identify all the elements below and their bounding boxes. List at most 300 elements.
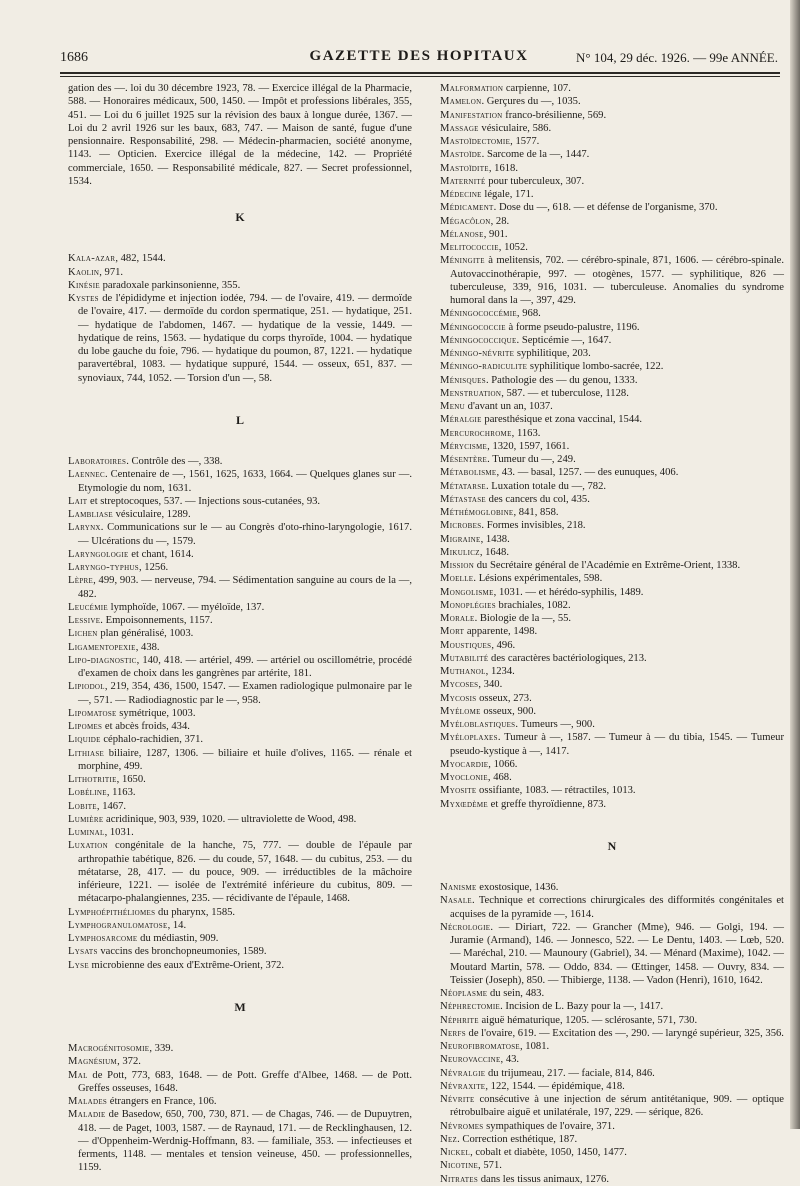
index-entry — [440, 427, 784, 440]
entry-headword: Lambliase — [68, 509, 113, 520]
entry-text: , 1650. — [116, 774, 146, 785]
index-entry — [440, 374, 784, 387]
entry-text: brachiales, 1082. — [495, 599, 571, 611]
index-entry — [68, 906, 412, 919]
entry-text: vésiculaire, 1289. — [112, 509, 191, 520]
entry-headword: Leucémie — [68, 601, 108, 613]
entry-text: pour tuberculeux, 307. — [485, 175, 585, 187]
entry-text: ossifiante, 1083. — rétractiles, 1013. — [476, 785, 636, 797]
index-entry — [68, 1069, 412, 1096]
entry-text: . — Diriart, 722. — Grancher (Mme), 946. — Golgi, 194. — Juramie (Armand), 146. — Jonnesco, 522. — Le Dentu, 1403. — Lœb, 520. — Maréchal, 210. — Maunoury (Gabriel), 34. — Ménard (Maxime), 1042. — Moutard Martin, 578. — Oddo, 834. — Œttinger, 1458. — Ouvry, 834. — Teissier (Joseph), 850. — Thibierge, 1138. — Vadon (Henri), 1610, 1642. — [450, 921, 784, 986]
index-entry — [440, 334, 784, 347]
index-entry — [440, 480, 784, 493]
entry-headword: Lipo-diagnostic — [68, 654, 137, 666]
entry-headword: Kinésie — [68, 279, 100, 291]
index-entry — [440, 758, 784, 771]
index-entry — [440, 678, 784, 691]
entry-text: du pharynx, 1585. — [155, 906, 236, 918]
entry-headword: Kystes — [68, 293, 99, 304]
entry-text: microbienne des eaux d'Extrême-Orient, 372. — [88, 959, 285, 971]
entry-text: , 496. — [491, 639, 516, 651]
entry-headword: Mongolisme — [440, 586, 494, 598]
entry-text: , 482, 1544. — [115, 253, 166, 265]
continuation-paragraph: gation des —. loi du 30 décembre 1923, 78. — Exercice illégal de la Pharmacie, 588. — Honoraires médicaux, 500, 1450. — Impôt et professions libérales, 355, 451. — Loi du 6 juillet 1925 sur la révision des baux à longue durée, 1367. — Loi du 2 avril 1926 sur les baux, 683, 747. — Maison de santé, fugue d'une pensionnaire. Responsabilité, 298. — Médecin-pharmacien, société anonyme, 1143. — Opticien. Exercice illégal de la médecine, 142. — Propriété commerciale, 1650. — Responsabilité médicale, 827. — Secret professionnel, 1534. — [68, 83, 412, 187]
index-entry — [440, 705, 784, 718]
entry-text: , 971. — [99, 266, 124, 278]
index-entry — [440, 215, 784, 228]
index-entry — [68, 548, 412, 561]
entry-headword: Menu — [440, 401, 466, 412]
entry-text: . Incision de L. Bazy pour la —, 1417. — [500, 1001, 664, 1013]
entry-text: dans les tissus animaux, 1276. — [478, 1173, 610, 1185]
entry-headword: Nitrates — [440, 1173, 479, 1185]
entry-headword: Lobéline — [68, 787, 107, 799]
entry-headword: Lipomes — [68, 721, 103, 732]
entry-text: . Lésions expérimentales, 598. — [473, 573, 603, 585]
entry-text: de Basedow, 650, 700, 730, 871. — de Chagas, 746. — de Dupuytren, 418. — de Paget, 1003, 1587. — de Raynaud, 171. — de Recklinghausen, 12. — d'Oppenheim-Werdnig-Hoffmann, 83. — familiale, 353. — infectieuses et ferments, 1148. — mentales et tension veineuse, 450. — professionnelles, 1159. — [78, 1109, 412, 1174]
entry-headword: Mamelon — [440, 96, 482, 108]
index-entry — [440, 894, 784, 921]
index-entry — [68, 720, 412, 733]
entry-headword: Luxation — [68, 840, 108, 852]
index-entry — [440, 188, 784, 201]
entry-text: osseux, 273. — [476, 692, 532, 704]
entry-headword: Lobite — [68, 800, 97, 812]
entry-headword: Médicament — [440, 202, 494, 214]
entry-text: . Septicémie —, 1647. — [516, 334, 612, 346]
entry-headword: Néoplasme — [440, 988, 488, 999]
entry-text: , 571. — [478, 1160, 502, 1172]
entry-headword: Maladie — [68, 1109, 106, 1121]
entry-text: paresthésique et zona vaccinal, 1544. — [481, 414, 643, 426]
index-list-m — [68, 1042, 412, 1175]
entry-headword: Lait — [68, 495, 88, 507]
entry-headword: Kala-azar — [68, 253, 116, 265]
index-entry — [440, 1014, 784, 1027]
entry-headword: Mégacôlon — [440, 215, 491, 227]
entry-text: . Contrôle des —, 338. — [126, 456, 223, 467]
entry-headword: Laryngo-typhus — [68, 562, 139, 573]
index-entry — [68, 707, 412, 720]
entry-text: aiguë hématurique, 1205. — sclérosante, 571, 730. — [478, 1014, 698, 1026]
index-entry — [440, 1053, 784, 1066]
entry-headword: Mélanose — [440, 228, 484, 240]
index-entry — [68, 641, 412, 654]
entry-headword: Névralgie — [440, 1067, 486, 1079]
entry-headword: Neurovaccine — [440, 1054, 501, 1066]
entry-headword: Luminal — [68, 827, 105, 838]
entry-headword: Mikulicz — [440, 546, 480, 558]
entry-headword: Myxœdème — [440, 798, 488, 810]
entry-headword: Microbes — [440, 520, 482, 532]
entry-text: . Communications sur le — au Congrès d'oto-rhino-laryngologie, 1617. — Ulcérations du —, 1579. — [78, 522, 412, 547]
index-entry — [440, 1173, 784, 1186]
entry-headword: Laryngologie — [68, 548, 129, 560]
index-list-l — [68, 455, 412, 972]
entry-headword: Nécrologie — [440, 921, 491, 933]
entry-text: de l'ovaire, 619. — Excitation des —, 290. — laryngé supérieur, 325, 356. — [465, 1027, 784, 1039]
index-entry — [440, 599, 784, 612]
entry-text: , 122, 1544. — épidémique, 418. — [485, 1080, 625, 1092]
index-entry — [440, 109, 784, 122]
entry-headword: Ménisques — [440, 374, 486, 386]
index-entry — [440, 572, 784, 585]
entry-headword: Myéloplaxes — [440, 732, 498, 744]
index-entry — [68, 627, 412, 640]
entry-text: congénitale de la hanche, 75, 777. — double de l'épaule par arthropathie tabétique, 826. — du coude, 57, 1648. — du cubitus, 253. — du métatarse, 28, 417. — du pouce, 909. — irréductibles de la mâchoire inférieure, 1221. — isolée de l'extrémité inférieure du cubitus, 809. — métacarpo-phalangiennes, 235. — récidivante de l'épaule, 1468. — [78, 840, 412, 905]
entry-headword: Liquide — [68, 734, 101, 746]
index-entry — [68, 292, 412, 385]
entry-headword: Mycosis — [440, 692, 477, 704]
entry-text: , 841, 858. — [513, 507, 559, 518]
index-entry — [440, 1093, 784, 1120]
entry-text: , 1618. — [488, 162, 518, 174]
entry-text: légale, 171. — [481, 189, 534, 200]
entry-headword: Mutabilité — [440, 652, 489, 664]
index-entry — [68, 1108, 412, 1174]
entry-headword: Nez — [440, 1133, 458, 1145]
entry-text: . Sarcome de la —, 1447. — [481, 149, 590, 161]
entry-headword: Métabolisme — [440, 467, 497, 479]
index-entry — [68, 919, 412, 932]
entry-headword: Névrite — [440, 1094, 475, 1105]
entry-headword: Myoclonie — [440, 772, 488, 783]
entry-headword: Mercurochrome — [440, 427, 512, 439]
entry-headword: Muthanol — [440, 666, 486, 677]
entry-headword: Lymphogranulomatose — [68, 919, 168, 931]
index-entry — [440, 122, 784, 135]
index-entry — [68, 1055, 412, 1068]
entry-headword: Monoplégies — [440, 599, 496, 611]
entry-text: acridinique, 903, 939, 1020. — ultraviolette de Wood, 498. — [103, 813, 357, 825]
entry-headword: Mission — [440, 560, 475, 571]
index-entry — [440, 135, 784, 148]
entry-text: , 1256. — [139, 562, 169, 573]
entry-text: , 1066. — [488, 758, 518, 770]
index-entry — [68, 455, 412, 468]
entry-text: , 28. — [490, 215, 510, 227]
entry-headword: Magnésium — [68, 1056, 118, 1068]
index-entry — [68, 733, 412, 746]
entry-text: . Empoisonnements, 1157. — [100, 615, 213, 626]
entry-headword: Métatarse — [440, 480, 486, 492]
right-column — [440, 82, 784, 1186]
section-letter-n: N — [607, 838, 617, 853]
entry-headword: Moustiques — [440, 639, 492, 651]
entry-text: céphalo-rachidien, 371. — [100, 734, 204, 746]
entry-headword: Lipomatose — [68, 707, 117, 719]
entry-headword: Mastoïde — [440, 149, 482, 161]
entry-text: osseux, 900. — [480, 705, 537, 717]
index-entry — [440, 1000, 784, 1013]
entry-headword: Médecine — [440, 189, 482, 200]
index-entry — [68, 1095, 412, 1108]
entry-text: , 1163. — [106, 787, 136, 799]
entry-headword: Méthémoglobine — [440, 507, 514, 518]
index-list-m-continued — [440, 82, 784, 811]
entry-headword: Lipiodol — [68, 681, 105, 693]
index-entry — [440, 82, 784, 95]
entry-text: . Technique et corrections chirurgicales des difformités congénitales et acquises de la pyramide —, 1614. — [450, 895, 784, 920]
entry-headword: Mésentère — [440, 454, 488, 465]
index-entry — [68, 800, 412, 813]
index-entry — [440, 440, 784, 453]
index-entry — [440, 771, 784, 784]
entry-headword: Ligamentopexie — [68, 641, 136, 653]
entry-headword: Nasale — [440, 895, 473, 907]
index-entry — [440, 1159, 784, 1172]
entry-text: à melitensis, 702. — cérébro-spinale, 871, 1606. — cérébro-spinale. Autovaccinothérapie, 997. — otogènes, 1577. — syphilitique, 826 — tuberculeuse, 339, 916, 1031. — tuberculeuse. Anomalies du syndrome humoral dans la —, 397, 429. — [450, 255, 784, 306]
entry-text: vaccins des bronchopneumonies, 1589. — [97, 946, 267, 958]
entry-text: . Tumeur du —, 249. — [487, 454, 576, 465]
index-entry — [68, 601, 412, 614]
entry-text: , 1081. — [520, 1041, 550, 1052]
entry-text: , 1577. — [510, 136, 540, 147]
entry-headword: Morale — [440, 613, 475, 624]
index-entry — [440, 546, 784, 559]
entry-text: . Tumeurs —, 900. — [515, 719, 595, 730]
entry-headword: Nicotine — [440, 1160, 479, 1172]
entry-text: et streptocoques, 537. — Injections sous-cutanées, 93. — [87, 495, 321, 507]
entry-headword: Nanisme — [440, 882, 477, 893]
index-entry — [440, 586, 784, 599]
index-entry — [440, 321, 784, 334]
index-entry — [440, 413, 784, 426]
entry-text: sympathiques de l'ovaire, 371. — [483, 1120, 615, 1132]
entry-text: , 340. — [478, 679, 503, 691]
entry-headword: Lessive — [68, 615, 101, 626]
entry-text: , 1163. — [511, 427, 541, 439]
entry-text: du Secrétaire général de l'Académie en Extrême-Orient, 1338. — [474, 560, 741, 571]
index-entry — [68, 495, 412, 508]
entry-headword: Moelle — [440, 573, 474, 585]
index-entry — [440, 506, 784, 519]
entry-text: des caractères bactériologiques, 213. — [488, 652, 647, 664]
header-rule — [60, 72, 780, 74]
entry-text: , 43. — basal, 1257. — des eunuques, 406. — [496, 467, 679, 479]
entry-headword: Lymphosarcome — [68, 933, 138, 944]
index-entry — [68, 680, 412, 707]
index-entry — [68, 252, 412, 265]
index-entry — [68, 932, 412, 945]
index-entry — [68, 747, 412, 774]
index-entry — [440, 692, 784, 705]
index-entry — [68, 521, 412, 548]
index-entry — [440, 400, 784, 413]
entry-headword: Méningite — [440, 255, 485, 267]
index-entry — [440, 731, 784, 758]
entry-text: paradoxale parkinsonienne, 355. — [99, 279, 241, 291]
entry-headword: Méningo-radiculite — [440, 361, 528, 373]
entry-text: apparente, 1498. — [464, 626, 538, 638]
index-entry — [440, 1120, 784, 1133]
index-entry — [68, 266, 412, 279]
index-entry — [440, 148, 784, 161]
entry-text: , 1648. — [479, 546, 509, 558]
entry-text: , 1052. — [498, 242, 528, 253]
entry-headword: Mycoses — [440, 679, 479, 691]
index-entry — [440, 1067, 784, 1080]
entry-headword: Myélome — [440, 705, 481, 717]
entry-headword: Lymphoépithéliomes — [68, 906, 156, 918]
entry-text: syphilitique lombo-sacrée, 122. — [527, 361, 664, 373]
entry-headword: Nickel — [440, 1147, 471, 1158]
entry-headword: Méningococcie — [440, 321, 506, 333]
index-entry — [440, 95, 784, 108]
entry-headword: Laboratoires — [68, 456, 127, 467]
entry-headword: Kaolin — [68, 266, 100, 278]
entry-headword: Malformation — [440, 83, 504, 94]
index-entry — [440, 360, 784, 373]
entry-text: exostosique, 1436. — [476, 882, 559, 893]
index-entry — [440, 1027, 784, 1040]
journal-title: GAZETTE DES HOPITAUX — [309, 48, 529, 64]
entry-text: , 1234. — [485, 666, 515, 677]
index-entry — [440, 612, 784, 625]
entry-headword: Lithiase — [68, 747, 105, 759]
entry-text: . Correction esthétique, 187. — [457, 1133, 578, 1145]
entry-text: symétrique, 1003. — [116, 707, 196, 719]
entry-headword: Neurofibromatose — [440, 1041, 520, 1052]
entry-headword: Néphrite — [440, 1014, 479, 1026]
entry-text: , 372. — [117, 1056, 141, 1068]
entry-headword: Myosite — [440, 785, 477, 797]
entry-text: , 468. — [487, 772, 512, 783]
entry-text: . Centenaire de —, 1561, 1625, 1633, 1664. — Quelques glanes sur —. Etymologie du nom, 1631. — [78, 469, 412, 494]
entry-headword: Méralgie — [440, 414, 482, 426]
entry-headword: Myocardie — [440, 758, 489, 770]
issue-info: N° 104, 29 déc. 1926. — 99e ANNÉE. — [576, 50, 778, 65]
index-entry — [440, 466, 784, 479]
entry-headword: Myéloblastiques — [440, 719, 516, 730]
index-entry — [440, 987, 784, 1000]
entry-headword: Méningo-névrite — [440, 348, 515, 359]
entry-text: , cobalt et diabète, 1050, 1450, 1477. — [470, 1147, 627, 1158]
entry-headword: Maternité — [440, 175, 486, 187]
index-entry — [68, 813, 412, 826]
entry-text: de Pott, 773, 683, 1648. — de Pott. Greffe d'Albee, 1468. — de Pott. Greffes osseuses, 1648. — [78, 1069, 412, 1094]
index-entry — [440, 241, 784, 254]
entry-headword: Lumière — [68, 813, 104, 825]
entry-headword: Mastoïdite — [440, 162, 489, 174]
index-entry — [440, 784, 784, 797]
entry-text: du sein, 483. — [487, 988, 545, 999]
index-entry — [440, 228, 784, 241]
index-entry — [68, 786, 412, 799]
index-entry — [440, 175, 784, 188]
entry-text: , 219, 354, 436, 1500, 1547. — Examen radiologique pulmonaire par le —, 571. — Radiodiagnostic par le —, 958. — [78, 681, 412, 706]
entry-headword: Lysats — [68, 946, 98, 958]
index-entry — [440, 665, 784, 678]
entry-headword: Méningococcique — [440, 334, 517, 346]
entry-text: , 43. — [500, 1054, 520, 1066]
entry-headword: Néphrectomie — [440, 1001, 501, 1013]
entry-text: franco-brésilienne, 569. — [502, 109, 607, 121]
entry-text: d'avant un an, 1037. — [465, 401, 553, 412]
entry-headword: Macrogénitosomie — [68, 1043, 150, 1054]
entry-text: . Pathologie des — du genou, 1333. — [485, 374, 638, 386]
entry-headword: Menstruation — [440, 387, 502, 399]
index-entry — [68, 279, 412, 292]
entry-text: , 438. — [135, 641, 160, 653]
index-entry — [440, 453, 784, 466]
entry-text: de l'épididyme et injection iodée, 794. — de l'ovaire, 419. — dermoïde de l'ovaire, 417. — dermoïde du cordon spermatique, 251. — hydatique, 251. — hydatique de l'abdomen, 1467. — hydatique de la vessie, 1449. — hydatique de reins, 1563. — hydatique du corps thyroïde, 1004. — hydatique du lobe gauche du foie, 796. — hydatique du poumon, 87, 1221. — hydatique paravertébral, 1083. — hydatique suppuré, 1544. — osseux, 651, 837. — synoviaux, 744, 1052. — Torsion d'un —, 58. — [78, 293, 412, 384]
index-entry — [440, 1040, 784, 1053]
section-letter-m: M — [234, 999, 246, 1014]
entry-text: biliaire, 1287, 1306. — biliaire et huile d'olives, 1165. — rénale et morphine, 499. — [78, 747, 412, 772]
entry-text: , 339. — [149, 1043, 174, 1054]
entry-text: carpienne, 107. — [503, 83, 571, 94]
index-entry — [440, 718, 784, 731]
index-entry — [440, 1133, 784, 1146]
index-entry — [440, 519, 784, 532]
entry-text: plan généralisé, 1003. — [97, 628, 194, 640]
entry-headword: Melitococcie — [440, 242, 499, 253]
entry-text: . Luxation totale du —, 782. — [486, 480, 607, 492]
entry-text: . Biologie de la —, 55. — [474, 613, 572, 624]
entry-headword: Larynx — [68, 522, 101, 534]
entry-headword: Mort — [440, 626, 465, 638]
entry-headword: Mérycisme — [440, 440, 488, 452]
entry-text: . Dose du —, 618. — et défense de l'organisme, 370. — [493, 202, 718, 214]
index-entry — [440, 559, 784, 572]
entry-headword: Névraxite — [440, 1080, 486, 1092]
entry-headword: Névromes — [440, 1120, 484, 1132]
entry-headword: Mal — [68, 1069, 88, 1081]
index-entry — [68, 654, 412, 681]
entry-text: , 587. — et tuberculose, 1128. — [501, 387, 629, 399]
index-list-k — [68, 252, 412, 385]
entry-headword: Méningococcémie — [440, 308, 517, 320]
entry-text: . Formes invisibles, 218. — [481, 520, 586, 532]
index-list-n — [440, 881, 784, 1186]
entry-text: , 1320, 1597, 1661. — [487, 440, 570, 452]
index-entry — [68, 574, 412, 601]
index-entry — [440, 1146, 784, 1159]
index-entry — [440, 254, 784, 307]
index-entry — [68, 773, 412, 786]
index-entry — [440, 881, 784, 894]
index-entry — [440, 387, 784, 400]
entry-text: syphilitique, 203. — [514, 348, 591, 359]
section-letter-l: L — [235, 412, 244, 427]
entry-headword: Métastase — [440, 493, 486, 505]
index-entry — [440, 307, 784, 320]
entry-text: , 1031. — [104, 827, 134, 838]
entry-text: à forme pseudo-palustre, 1196. — [505, 321, 640, 333]
entry-text: du trijumeau, 217. — faciale, 814, 846. — [485, 1067, 655, 1079]
entry-text: , 499, 903. — nerveuse, 794. — Sédimentation sanguine au cours de la —, 482. — [78, 575, 412, 600]
index-entry — [68, 614, 412, 627]
index-entry — [440, 493, 784, 506]
section-letter-k: K — [235, 210, 245, 224]
page-number: 1686 — [60, 50, 88, 65]
entry-headword: Lyse — [68, 959, 89, 971]
index-entry — [68, 839, 412, 905]
entry-headword: Laennec — [68, 469, 105, 481]
entry-text: . Gerçures du —, 1035. — [481, 96, 581, 108]
entry-headword: Manifestation — [440, 109, 503, 121]
entry-headword: Massage — [440, 122, 479, 134]
entry-text: étrangers en France, 106. — [107, 1096, 217, 1107]
index-entry — [440, 162, 784, 175]
entry-text: et greffe thyroïdienne, 873. — [488, 798, 607, 810]
entry-headword: Lèpre — [68, 575, 94, 587]
header-rule-thin — [60, 76, 780, 77]
entry-text: , 968. — [516, 308, 541, 320]
entry-text: , 1438. — [480, 533, 510, 545]
entry-text: des cancers du col, 435. — [486, 493, 590, 505]
